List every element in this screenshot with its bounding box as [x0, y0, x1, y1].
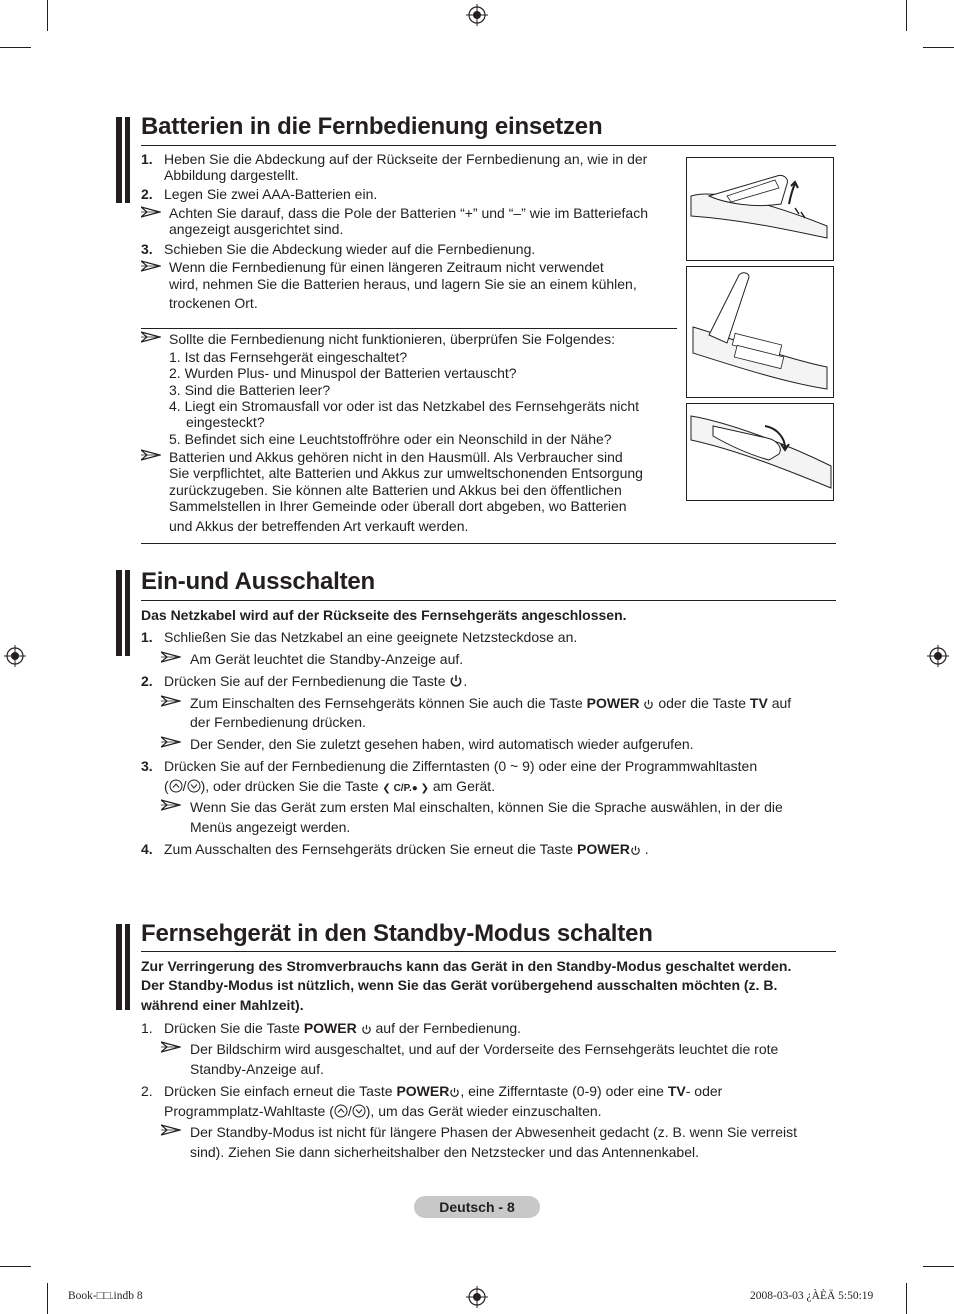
divider: [141, 328, 677, 329]
crop-mark: [906, 1283, 907, 1314]
step-number: 2.: [141, 186, 153, 202]
step-text: Programmplatz-Wahltaste ( / ), um das Gerät wieder einzuschalten.: [164, 1103, 602, 1119]
section-title-batteries: Batterien in die Fernbedienung einsetzen: [141, 113, 603, 140]
step-text: Drücken Sie auf der Fernbedienung die Taste .: [164, 673, 468, 689]
registration-mark-icon: [927, 645, 949, 667]
note-text: wird, nehmen Sie die Batterien heraus, und lagern Sie sie an einem kühlen,: [169, 276, 637, 292]
note-arrow-icon: [161, 1124, 181, 1136]
figure-close-cover: [686, 403, 834, 501]
note-text: Am Gerät leuchtet die Standby-Anzeige auf.: [190, 651, 464, 667]
note-text: zurückzugeben. Sie können alte Batterien und Akkus bei den öffentlichen: [169, 482, 622, 498]
note-text: Achten Sie darauf, dass die Pole der Batterien “+” und “–” wie im Batteriefach: [169, 205, 648, 221]
section-intro: Zur Verringerung des Stromverbrauchs kann das Gerät in den Standby-Modus geschaltet werden.: [141, 958, 792, 974]
note-text: der Fernbedienung drücken.: [190, 714, 366, 730]
footer-file-info: Book-□□.indb 8: [68, 1290, 143, 1302]
power-icon: [361, 1024, 372, 1035]
note-arrow-icon: [161, 736, 181, 748]
note-text: und Akkus der betreffenden Art verkauft werden.: [169, 518, 469, 534]
step-number: 3.: [141, 758, 153, 774]
channel-down-icon: [187, 779, 201, 793]
note-text: angezeigt ausgerichtet sind.: [169, 221, 344, 237]
power-icon: [643, 699, 654, 710]
step-number: 1.: [141, 629, 153, 645]
note-arrow-icon: [161, 799, 181, 811]
step-text: Drücken Sie die Taste POWER auf der Fernbedienung.: [164, 1020, 522, 1036]
note-text: sind). Ziehen Sie dann sicherheitshalber den Netzstecker und das Antennenkabel.: [190, 1144, 699, 1160]
channel-up-icon: [169, 779, 183, 793]
step-text: Heben Sie die Abdeckung auf der Rückseite der Fernbedienung an, wie in der: [164, 151, 648, 167]
crop-mark: [0, 1266, 31, 1267]
note-arrow-icon: [141, 260, 161, 272]
cp-button-icon: ❮ C/P.● ❯: [382, 783, 429, 794]
step-text: Schließen Sie das Netzkabel an eine geeignete Netzsteckdose an.: [164, 629, 578, 645]
step-text: Zum Ausschalten des Fernsehgeräts drücken Sie erneut die Taste POWER .: [164, 841, 649, 857]
channel-down-icon: [352, 1104, 366, 1118]
note-arrow-icon: [141, 206, 161, 218]
section-title-power: Ein-und Ausschalten: [141, 568, 375, 595]
check-item: 1. Ist das Fernsehgerät eingeschaltet?: [169, 349, 408, 365]
registration-mark-icon: [466, 1286, 488, 1308]
section-intro: Der Standby-Modus ist nützlich, wenn Sie das Gerät vorübergehend ausschalten möchten (z. B.: [141, 977, 778, 993]
section-intro: während einer Mahlzeit).: [141, 997, 304, 1013]
note-text: Sammelstellen in Ihrer Gemeinde oder überall dort abgeben, wo Batterien: [169, 498, 627, 514]
step-text: Legen Sie zwei AAA-Batterien ein.: [164, 186, 378, 202]
note-arrow-icon: [161, 1041, 181, 1053]
section-rule: [141, 145, 836, 146]
check-item: 2. Wurden Plus- und Minuspol der Batterien vertauscht?: [169, 365, 517, 381]
power-icon: [449, 674, 463, 688]
crop-mark: [47, 0, 48, 31]
step-number: 1.: [141, 151, 153, 167]
page-number-badge: Deutsch - 8: [414, 1196, 540, 1218]
check-item: eingesteckt?: [186, 414, 265, 430]
step-text: Drücken Sie einfach erneut die Taste POWER , eine Zifferntaste (0-9) oder eine TV- oder: [164, 1083, 723, 1099]
note-text: Zum Einschalten des Fernsehgeräts können Sie auch die Taste POWER oder die Taste TV auf: [190, 695, 792, 711]
check-item: 4. Liegt ein Stromausfall vor oder ist das Netzkabel des Fernsehgeräts nicht: [169, 398, 640, 414]
note-text: Wenn Sie das Gerät zum ersten Mal einschalten, können Sie die Sprache auswählen, in der die: [190, 799, 783, 815]
step-number: 2.: [141, 673, 153, 689]
figure-open-cover: [686, 157, 834, 261]
crop-mark: [906, 0, 907, 31]
section-rule: [141, 600, 836, 601]
section-rule: [141, 951, 836, 952]
registration-mark-icon: [4, 645, 26, 667]
step-number: 3.: [141, 241, 153, 257]
note-text: Sollte die Fernbedienung nicht funktionieren, überprüfen Sie Folgendes:: [169, 331, 615, 347]
section-marker: [116, 117, 132, 203]
note-text: Der Bildschirm wird ausgeschaltet, und auf der Vorderseite des Fernsehgeräts leuchtet die rote: [190, 1041, 779, 1057]
crop-mark: [0, 47, 31, 48]
note-text: Menüs angezeigt werden.: [190, 819, 351, 835]
power-icon: [630, 845, 641, 856]
step-text: Drücken Sie auf der Fernbedienung die Zifferntasten (0 ~ 9) oder eine der Programmwahltasten: [164, 758, 758, 774]
step-number: 2.: [141, 1083, 153, 1099]
figure-insert-batteries: [686, 266, 834, 398]
note-text: trockenen Ort.: [169, 295, 258, 311]
note-arrow-icon: [161, 651, 181, 663]
step-number: 1.: [141, 1020, 153, 1036]
footer-timestamp: 2008-03-03 ¿ÀÈÄ 5:50:19: [750, 1290, 874, 1302]
section-marker: [116, 924, 132, 1010]
check-item: 3. Sind die Batterien leer?: [169, 382, 331, 398]
step-text: ( / ), oder drücken Sie die Taste ❮ C/P.● ❯ am Gerät.: [164, 778, 496, 794]
section-intro: Das Netzkabel wird auf der Rückseite des Fernsehgeräts angeschlossen.: [141, 607, 627, 623]
section-marker: [116, 570, 132, 656]
note-text: Standby-Anzeige auf.: [190, 1061, 324, 1077]
note-text: Sie verpflichtet, alte Batterien und Akkus zur umweltschonenden Entsorgung: [169, 465, 643, 481]
note-text: Der Standby-Modus ist nicht für längere Phasen der Abwesenheit gedacht (z. B. wenn Sie verreist: [190, 1124, 797, 1140]
crop-mark: [923, 47, 954, 48]
note-arrow-icon: [161, 695, 181, 707]
step-text: Schieben Sie die Abdeckung wieder auf die Fernbedienung.: [164, 241, 536, 257]
channel-up-icon: [334, 1104, 348, 1118]
divider: [141, 543, 836, 544]
check-item: 5. Befindet sich eine Leuchtstoffröhre oder ein Neonschild in der Nähe?: [169, 431, 612, 447]
note-arrow-icon: [141, 331, 161, 343]
note-text: Batterien und Akkus gehören nicht in den Hausmüll. Als Verbraucher sind: [169, 449, 623, 465]
power-icon: [449, 1087, 460, 1098]
note-text: Der Sender, den Sie zuletzt gesehen haben, wird automatisch wieder aufgerufen.: [190, 736, 694, 752]
crop-mark: [923, 1266, 954, 1267]
step-number: 4.: [141, 841, 153, 857]
section-title-standby: Fernsehgerät in den Standby-Modus schalten: [141, 920, 653, 947]
crop-mark: [47, 1283, 48, 1314]
note-text: Wenn die Fernbedienung für einen längeren Zeitraum nicht verwendet: [169, 259, 604, 275]
step-text: Abbildung dargestellt.: [164, 167, 299, 183]
note-arrow-icon: [141, 449, 161, 461]
registration-mark-icon: [466, 4, 488, 26]
